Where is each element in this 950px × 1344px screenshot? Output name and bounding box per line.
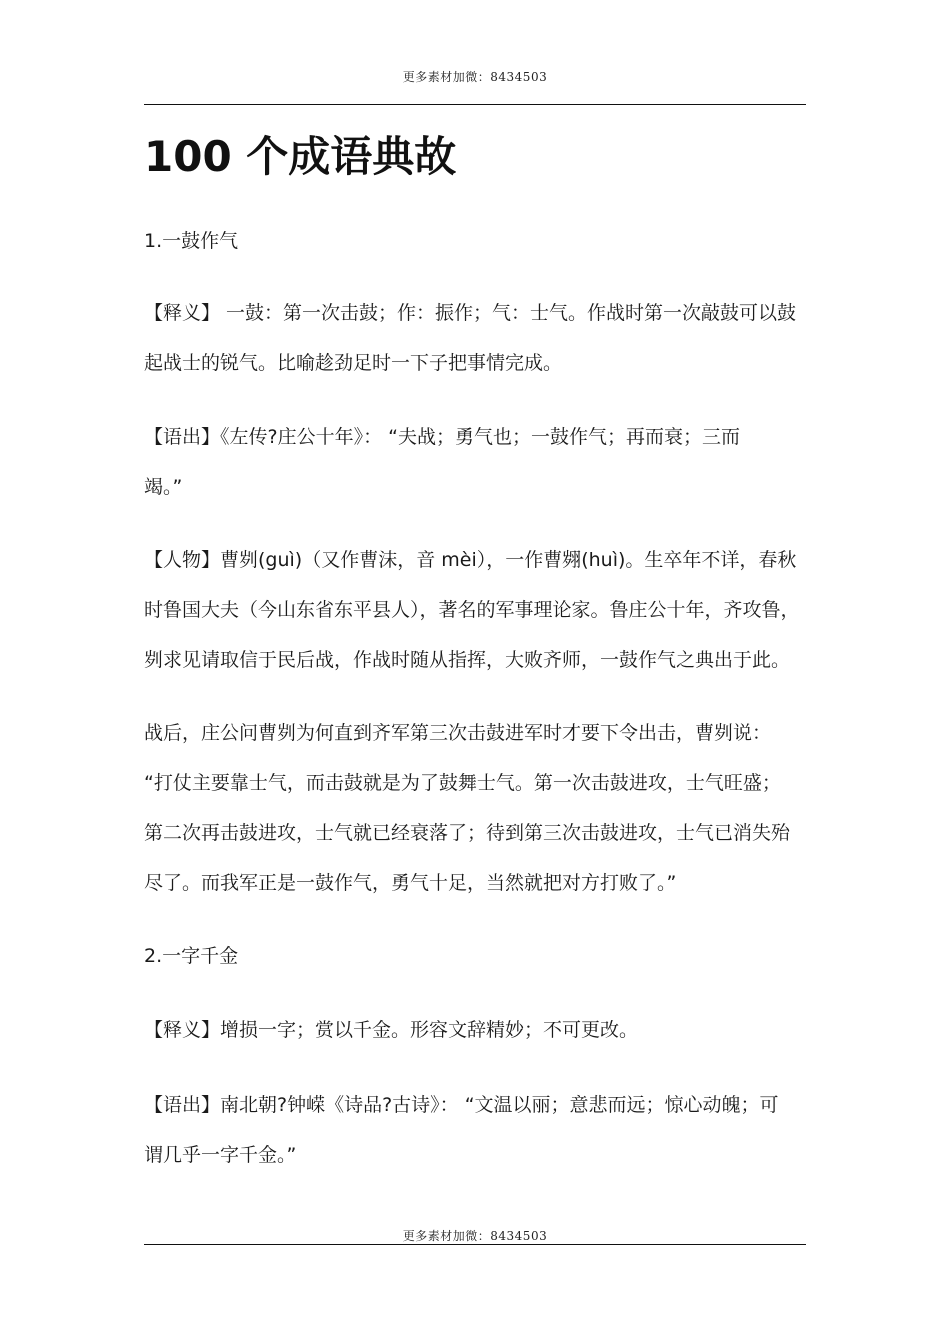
footer-rule: [144, 1244, 806, 1245]
text-line: 刿求见请取信于民后战，作战时随从指挥，大败齐师，一鼓作气之典出于此。: [144, 649, 791, 671]
text-line: 【语出】《左传?庄公十年》： “夫战；勇气也；一鼓作气；再而衰；三而: [144, 426, 740, 448]
text-line: 战后，庄公问曹刿为何直到齐军第三次击鼓进军时才要下令出击，曹刿说：: [144, 722, 772, 744]
text-line: 【释义】增损一字；赏以千金。形容文辞精妙；不可更改。: [144, 1019, 639, 1041]
document-title: 100 个成语典故: [144, 132, 457, 181]
text-line: 谓几乎一字千金。”: [144, 1144, 297, 1166]
section-1-heading: 1.一鼓作气: [144, 230, 239, 252]
page-header: 更多素材加微：8434503: [402, 70, 548, 84]
section-2-shiyi: [144, 1005, 816, 1055]
section-2-yuchu: [144, 1080, 816, 1180]
text-line: 第二次再击鼓进攻，士气就已经衰落了；待到第三次击鼓进攻，士气已消失殆: [144, 822, 791, 844]
text-line: 起战士的锐气。比喻趁劲足时一下子把事情完成。: [144, 352, 563, 374]
text-line: 竭。”: [144, 476, 183, 498]
text-line: 时鲁国大夫（今山东省东平县人），著名的军事理论家。鲁庄公十年，齐攻鲁，: [144, 599, 800, 621]
text-line: 尽了。而我军正是一鼓作气，勇气十足，当然就把对方打败了。”: [144, 872, 677, 894]
text-line: 【语出】南北朝?钟嵘《诗品?古诗》： “文温以丽；意悲而远；惊心动魄；可: [144, 1094, 779, 1116]
page-footer: 更多素材加微：8434503: [402, 1229, 548, 1243]
section-1-renwu: [144, 535, 816, 685]
text-line: “打仗主要靠士气，而击鼓就是为了鼓舞士气。第一次击鼓进攻，士气旺盛；: [144, 772, 781, 794]
section-2-heading: 2.一字千金: [144, 945, 239, 967]
text-line: 【人物】曹刿(guì)（又作曹沫，音 mèi），一作曹翙(huì)。生卒年不详，春秋: [144, 549, 797, 571]
section-1-story: [144, 708, 816, 908]
section-1-shiyi: [144, 288, 816, 388]
header-rule: [144, 104, 806, 105]
section-1-yuchu: [144, 412, 816, 512]
text-line: 【释义】 一鼓：第一次击鼓；作：振作；气：士气。作战时第一次敲鼓可以鼓: [144, 302, 797, 324]
